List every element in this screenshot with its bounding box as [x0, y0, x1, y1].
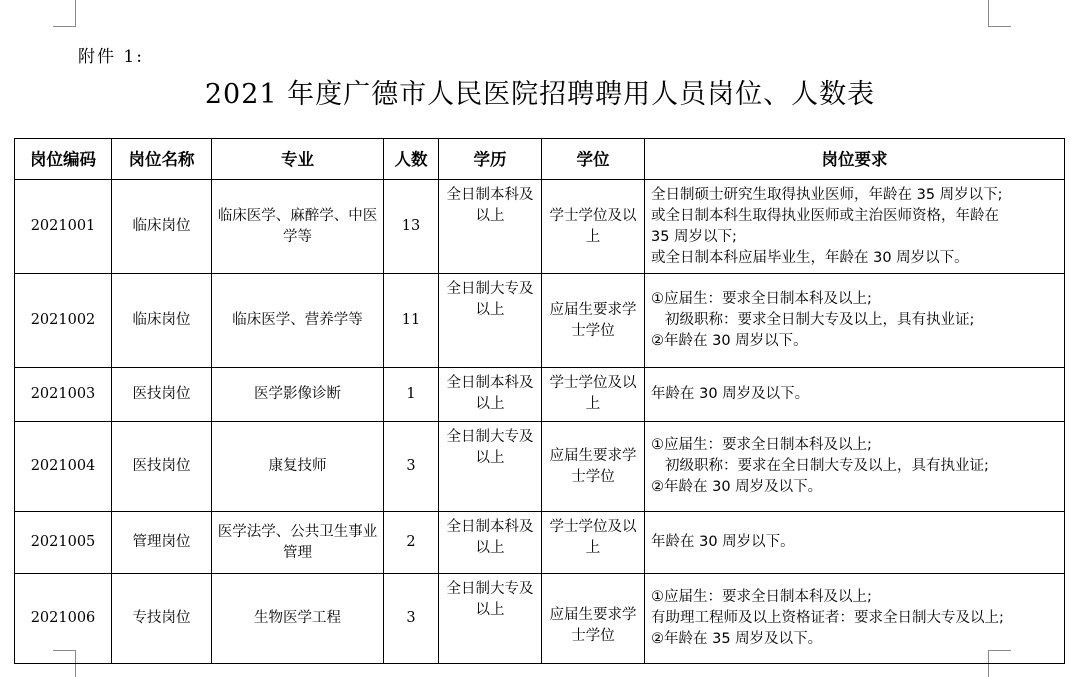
cell-count: 2 [384, 512, 439, 574]
cell-education: 全日制本科及以上 [439, 180, 542, 274]
requirement-line: ①应届生：要求全日制本科及以上; [651, 291, 872, 307]
cell-code: 2021005 [15, 512, 112, 574]
cell-degree: 学士学位及以上 [542, 368, 645, 422]
cell-name: 医技岗位 [112, 422, 212, 512]
cell-requirements [645, 422, 1065, 512]
cell-count: 11 [384, 274, 439, 368]
cell-requirements [645, 574, 1065, 664]
cell-count: 1 [384, 368, 439, 422]
cell-degree: 应届生要求学士学位 [542, 422, 645, 512]
table-row [15, 274, 1065, 368]
requirement-line: 或全日制本科生取得执业医师或主治医师资格，年龄在 [651, 207, 999, 224]
cell-major: 临床医学、麻醉学、中医学等 [212, 180, 384, 274]
cell-education: 全日制本科及以上 [439, 368, 542, 422]
cell-requirements [645, 274, 1065, 368]
requirement-line: 全日制硕士研究生取得执业医师，年龄在 35 周岁以下; [651, 186, 1003, 203]
cell-requirements [645, 512, 1065, 574]
cell-name: 临床岗位 [112, 274, 212, 368]
table-row [15, 574, 1065, 664]
header-education: 学历 [439, 139, 542, 180]
cell-name: 专技岗位 [112, 574, 212, 664]
cell-major: 生物医学工程 [212, 574, 384, 664]
requirement-line: 35 周岁以下; [651, 228, 737, 245]
header-requirements: 岗位要求 [645, 139, 1065, 180]
cell-education: 全日制大专及以上 [439, 274, 542, 368]
cell-major: 康复技师 [212, 422, 384, 512]
cell-name: 管理岗位 [112, 512, 212, 574]
table-row [15, 512, 1065, 574]
cell-code: 2021004 [15, 422, 112, 512]
requirement-line: 年龄在 30 周岁及以下。 [651, 386, 810, 402]
cell-name: 临床岗位 [112, 180, 212, 274]
requirement-line: ②年龄在 30 周岁及以下。 [651, 479, 823, 495]
cell-major: 医学法学、公共卫生事业管理 [212, 512, 384, 574]
cell-requirements [645, 368, 1065, 422]
header-degree: 学位 [542, 139, 645, 180]
page-title: 2021 年度广德市人民医院招聘聘用人员岗位、人数表 [204, 79, 876, 110]
requirement-line: 初级职称：要求在全日制大专及以上，具有执业证; [665, 458, 989, 474]
header-count: 人数 [384, 139, 439, 180]
cell-code: 2021001 [15, 180, 112, 274]
cell-code: 2021006 [15, 574, 112, 664]
table-header-row [15, 139, 1065, 180]
attachment-label: 附件 1: [78, 47, 144, 67]
requirement-line: 或全日制本科应届毕业生，年龄在 30 周岁以下。 [651, 249, 969, 266]
cell-count: 3 [384, 422, 439, 512]
table-row [15, 368, 1065, 422]
cell-degree: 应届生要求学士学位 [542, 574, 645, 664]
requirement-line: 年龄在 30 周岁以下。 [651, 534, 795, 550]
positions-table [14, 138, 1065, 664]
cell-name: 医技岗位 [112, 368, 212, 422]
header-name: 岗位名称 [112, 139, 212, 180]
requirement-line: ②年龄在 30 周岁以下。 [651, 333, 808, 349]
requirement-line: ②年龄在 35 周岁及以下。 [651, 631, 823, 647]
cell-education: 全日制大专及以上 [439, 422, 542, 512]
cell-count: 3 [384, 574, 439, 664]
cell-requirements [645, 180, 1065, 274]
requirement-line: ①应届生：要求全日制本科及以上; [651, 589, 872, 605]
header-code: 岗位编码 [15, 139, 112, 180]
cell-count: 13 [384, 180, 439, 274]
cell-education: 全日制大专及以上 [439, 574, 542, 664]
cell-code: 2021003 [15, 368, 112, 422]
crop-mark-top-right [988, 0, 1011, 27]
cell-code: 2021002 [15, 274, 112, 368]
header-major: 专业 [212, 139, 384, 180]
cell-major: 临床医学、营养学等 [212, 274, 384, 368]
requirement-line: ①应届生：要求全日制本科及以上; [651, 437, 872, 453]
cell-degree: 应届生要求学士学位 [542, 274, 645, 368]
cell-major: 医学影像诊断 [212, 368, 384, 422]
crop-mark-top-left [53, 0, 76, 27]
cell-degree: 学士学位及以上 [542, 512, 645, 574]
table-row [15, 422, 1065, 512]
cell-degree: 学士学位及以上 [542, 180, 645, 274]
table-row [15, 180, 1065, 274]
requirement-line: 有助理工程师及以上资格证者：要求全日制大专及以上; [651, 610, 1004, 626]
cell-education: 全日制本科及以上 [439, 512, 542, 574]
requirement-line: 初级职称：要求全日制大专及以上，具有执业证; [665, 312, 975, 328]
